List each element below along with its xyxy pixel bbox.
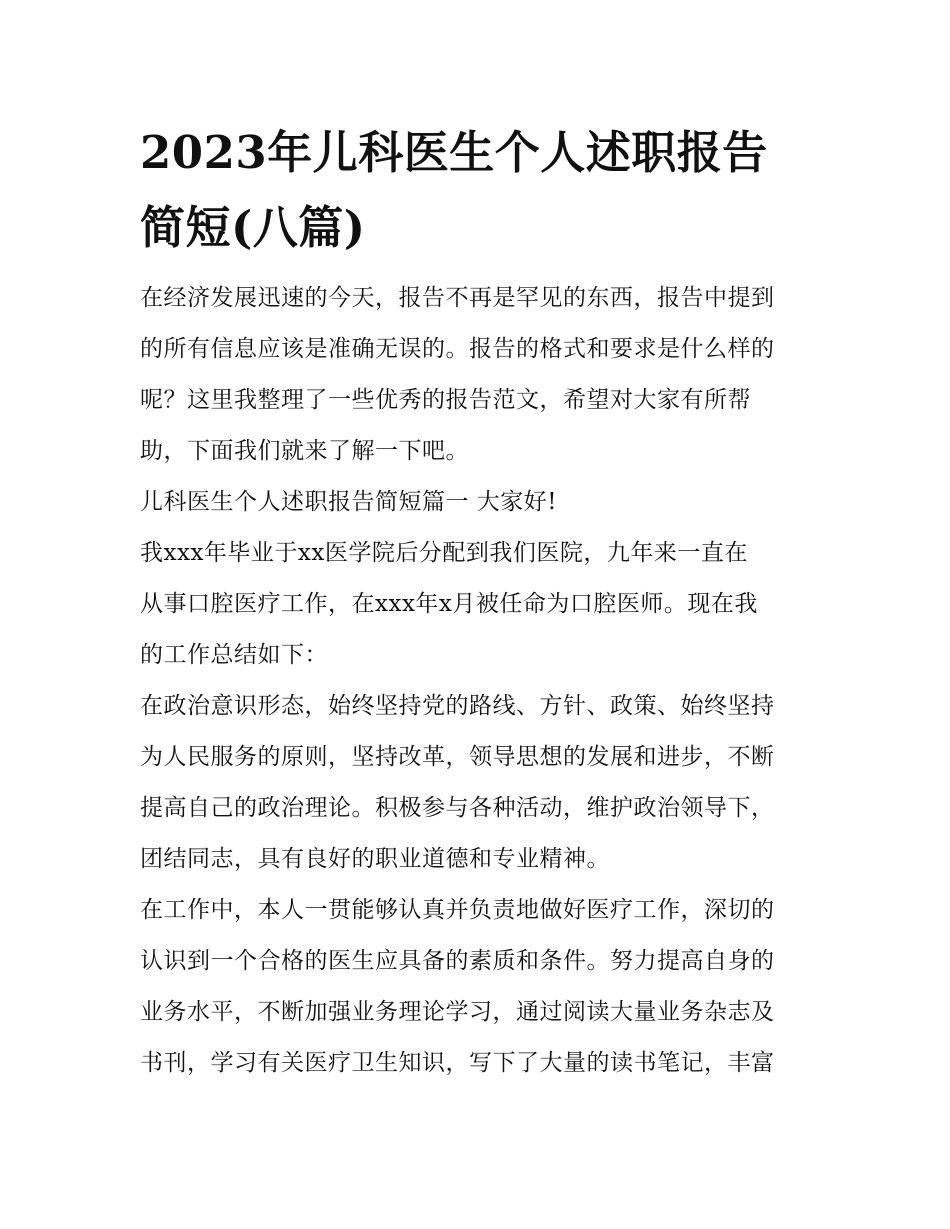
body-line: 呢？这里我整理了一些优秀的报告范文，希望对大家有所帮 (140, 387, 751, 413)
body-line: 提高自己的政治理论。积极参与各种活动，维护政治领导下， (140, 795, 775, 821)
body-line: 为人民服务的原则，坚持改革，领导思想的发展和进步，不断 (140, 744, 775, 770)
body-line: 团结同志，具有良好的职业道德和专业精神。 (140, 846, 610, 872)
document-title (140, 115, 820, 265)
body-line: 书刊，学习有关医疗卫生知识，写下了大量的读书笔记，丰富 (140, 1050, 775, 1076)
body-line: 业务水平，不断加强业务理论学习，通过阅读大量业务杂志及 (140, 999, 775, 1025)
title-line-1: 2023年儿科医生个人述职报告 (140, 126, 768, 179)
body-line: 助，下面我们就来了解一下吧。 (140, 438, 469, 464)
body-line: 的工作总结如下： (140, 642, 328, 668)
document-page (140, 115, 820, 1089)
body-line: 认识到一个合格的医生应具备的素质和条件。努力提高自身的 (140, 948, 775, 974)
body-line: 我xxx年毕业于xx医学院后分配到我们医院，九年来一直在 (140, 540, 748, 566)
body-line: 在工作中，本人一贯能够认真并负责地做好医疗工作，深切的 (140, 897, 775, 923)
body-line: 从事口腔医疗工作，在xxx年x月被任命为口腔医师。现在我 (140, 591, 758, 617)
body-line: 在政治意识形态，始终坚持党的路线、方针、政策、始终坚持 (140, 693, 775, 719)
body-line: 在经济发展迅速的今天，报告不再是罕见的东西，报告中提到 (140, 285, 775, 311)
title-line-2: 简短(八篇) (140, 201, 366, 254)
body-line: 的所有信息应该是准确无误的。报告的格式和要求是什么样的 (140, 336, 775, 362)
document-body (140, 273, 820, 1089)
section-heading: 儿科医生个人述职报告简短篇一 大家好! (140, 489, 558, 515)
